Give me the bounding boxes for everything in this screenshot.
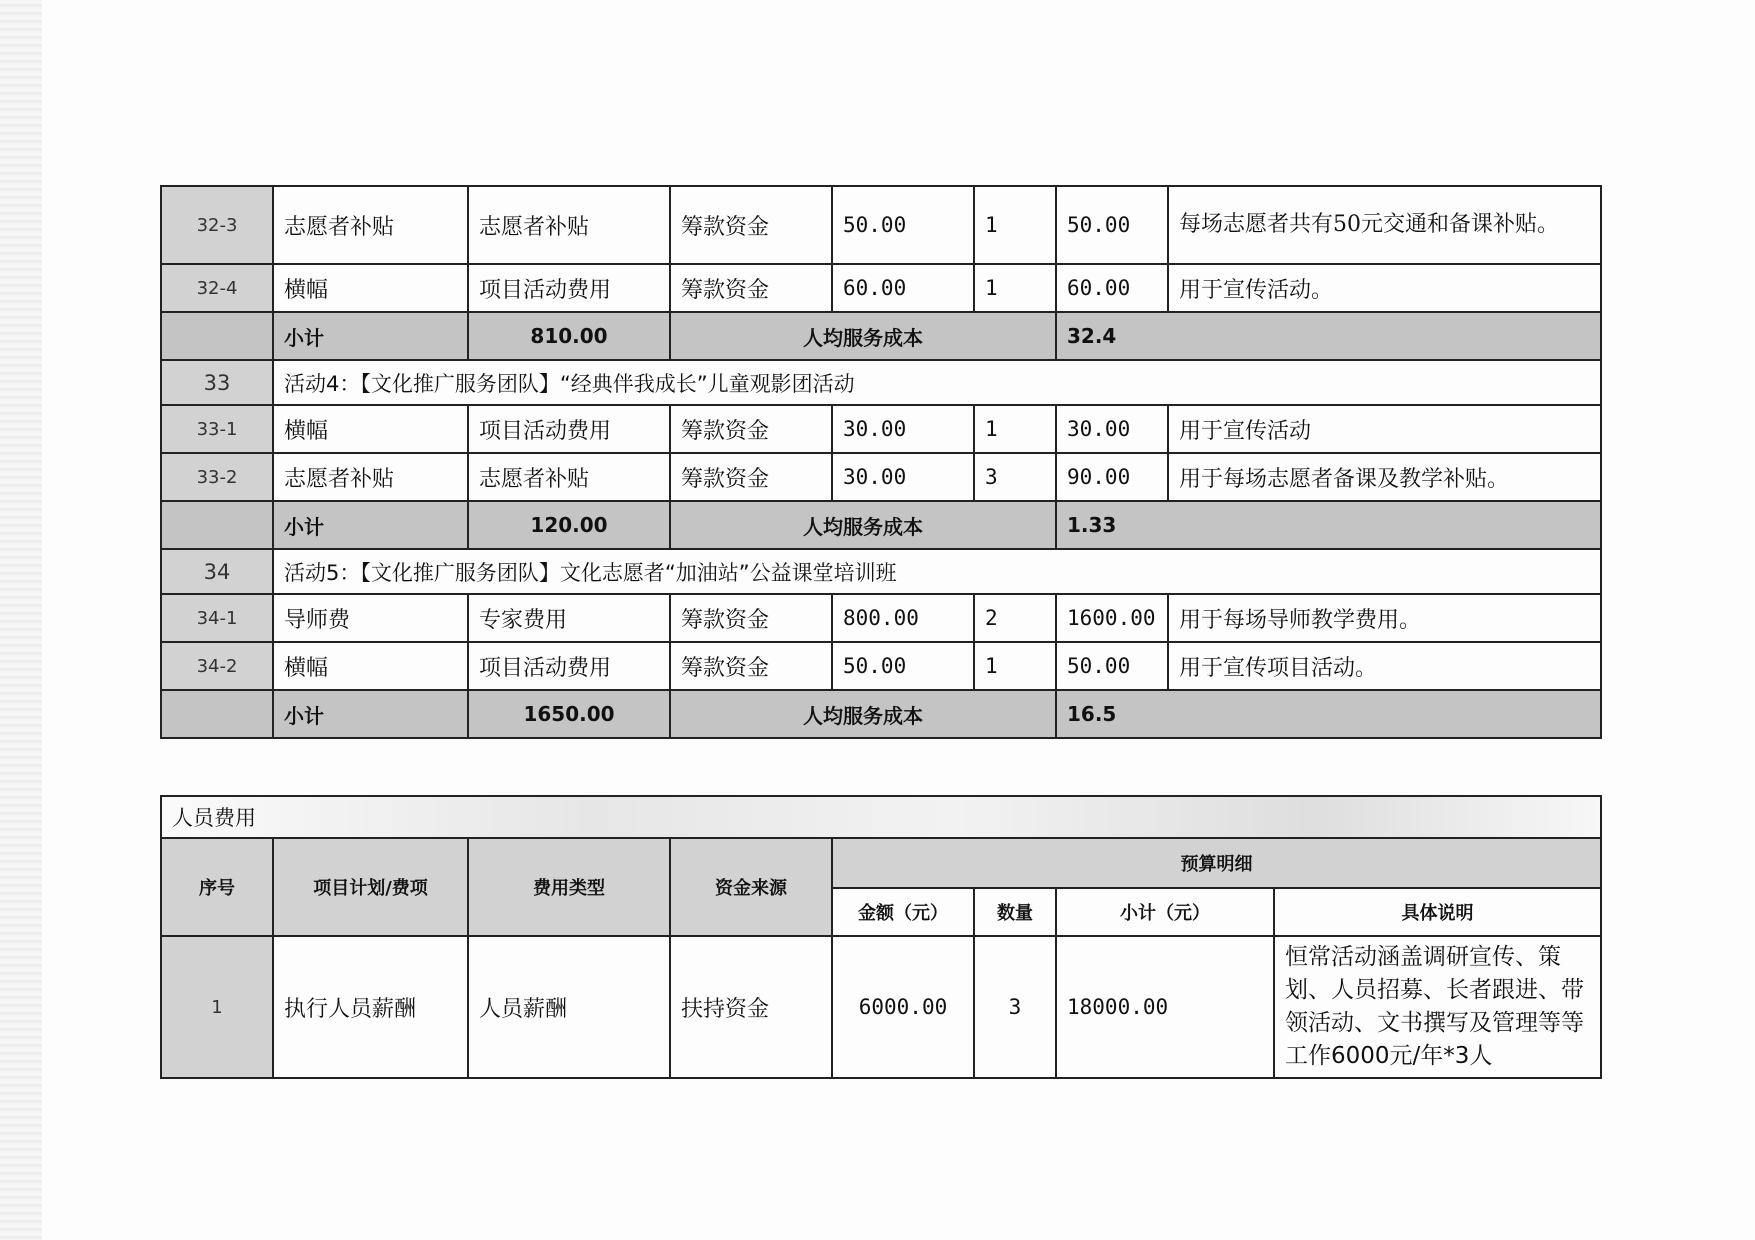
activity-header-row xyxy=(161,360,1601,405)
section-header-row xyxy=(161,796,1601,838)
row-index: 33-2 xyxy=(161,453,273,501)
row-type: 项目活动费用 xyxy=(468,264,670,312)
subtotal-row xyxy=(161,690,1601,738)
row-description: 用于宣传活动。 xyxy=(1168,264,1601,312)
table-row xyxy=(161,186,1601,264)
row-qty: 1 xyxy=(974,186,1056,264)
row-qty: 1 xyxy=(974,264,1056,312)
section-title: 人员费用 xyxy=(161,796,1601,838)
row-description: 用于每场导师教学费用。 xyxy=(1168,594,1601,642)
table-row xyxy=(161,594,1601,642)
row-source: 筹款资金 xyxy=(670,594,832,642)
row-source: 筹款资金 xyxy=(670,264,832,312)
row-description: 恒常活动涵盖调研宣传、策划、人员招募、长者跟进、带领活动、文书撰写及管理等等工作6000元/年*3人 xyxy=(1274,936,1601,1078)
row-subtotal: 90.00 xyxy=(1056,453,1168,501)
row-type: 人员薪酬 xyxy=(468,936,670,1078)
table-row xyxy=(161,405,1601,453)
header-budget: 预算明细 xyxy=(832,838,1601,888)
subtotal-blank xyxy=(161,312,273,360)
row-description: 用于宣传活动 xyxy=(1168,405,1601,453)
row-index: 1 xyxy=(161,936,273,1078)
subtotal-total: 810.00 xyxy=(468,312,670,360)
row-item: 志愿者补贴 xyxy=(273,453,468,501)
subtotal-blank xyxy=(161,501,273,549)
row-index: 34-1 xyxy=(161,594,273,642)
header-qty: 数量 xyxy=(974,888,1056,936)
row-source: 扶持资金 xyxy=(670,936,832,1078)
row-source: 筹款资金 xyxy=(670,186,832,264)
row-index: 32-3 xyxy=(161,186,273,264)
row-subtotal: 18000.00 xyxy=(1056,936,1274,1078)
row-subtotal: 30.00 xyxy=(1056,405,1168,453)
row-item: 横幅 xyxy=(273,405,468,453)
subtotal-blank xyxy=(161,690,273,738)
cost-label: 人均服务成本 xyxy=(670,312,1056,360)
row-type: 志愿者补贴 xyxy=(468,186,670,264)
activity-index: 34 xyxy=(161,549,273,594)
subtotal-row xyxy=(161,312,1601,360)
header-type: 费用类型 xyxy=(468,838,670,936)
row-type: 专家费用 xyxy=(468,594,670,642)
row-qty: 1 xyxy=(974,405,1056,453)
row-source: 筹款资金 xyxy=(670,453,832,501)
subtotal-label: 小计 xyxy=(273,501,468,549)
activity-header-row xyxy=(161,549,1601,594)
header-amount: 金额（元） xyxy=(832,888,974,936)
row-index: 34-2 xyxy=(161,642,273,690)
row-qty: 3 xyxy=(974,453,1056,501)
row-subtotal: 50.00 xyxy=(1056,186,1168,264)
row-qty: 2 xyxy=(974,594,1056,642)
row-index: 33-1 xyxy=(161,405,273,453)
row-subtotal: 60.00 xyxy=(1056,264,1168,312)
row-amount: 800.00 xyxy=(832,594,974,642)
row-type: 志愿者补贴 xyxy=(468,453,670,501)
subtotal-label: 小计 xyxy=(273,312,468,360)
row-item: 横幅 xyxy=(273,642,468,690)
row-subtotal: 1600.00 xyxy=(1056,594,1168,642)
row-amount: 60.00 xyxy=(832,264,974,312)
row-amount: 30.00 xyxy=(832,453,974,501)
activity-title: 活动5：【文化推广服务团队】文化志愿者“加油站”公益课堂培训班 xyxy=(273,549,1601,594)
table-row xyxy=(161,936,1601,1078)
table-row xyxy=(161,642,1601,690)
row-description: 用于宣传项目活动。 xyxy=(1168,642,1601,690)
row-source: 筹款资金 xyxy=(670,405,832,453)
row-item: 志愿者补贴 xyxy=(273,186,468,264)
row-type: 项目活动费用 xyxy=(468,642,670,690)
row-amount: 6000.00 xyxy=(832,936,974,1078)
header-row xyxy=(161,838,1601,888)
row-amount: 50.00 xyxy=(832,186,974,264)
row-qty: 3 xyxy=(974,936,1056,1078)
header-source: 资金来源 xyxy=(670,838,832,936)
cost-label: 人均服务成本 xyxy=(670,690,1056,738)
row-description: 用于每场志愿者备课及教学补贴。 xyxy=(1168,453,1601,501)
row-amount: 50.00 xyxy=(832,642,974,690)
scan-edge-artifact xyxy=(0,0,42,1240)
table-row xyxy=(161,264,1601,312)
subtotal-total: 120.00 xyxy=(468,501,670,549)
row-type: 项目活动费用 xyxy=(468,405,670,453)
table-row xyxy=(161,453,1601,501)
header-no: 序号 xyxy=(161,838,273,936)
header-desc: 具体说明 xyxy=(1274,888,1601,936)
subtotal-label: 小计 xyxy=(273,690,468,738)
budget-activity-table xyxy=(160,185,1602,739)
cost-value: 16.5 xyxy=(1056,690,1601,738)
row-item: 横幅 xyxy=(273,264,468,312)
header-subtotal: 小计（元） xyxy=(1056,888,1274,936)
row-qty: 1 xyxy=(974,642,1056,690)
row-amount: 30.00 xyxy=(832,405,974,453)
header-item: 项目计划/费项 xyxy=(273,838,468,936)
row-subtotal: 50.00 xyxy=(1056,642,1168,690)
subtotal-row xyxy=(161,501,1601,549)
activity-index: 33 xyxy=(161,360,273,405)
personnel-cost-table xyxy=(160,795,1602,1079)
cost-label: 人均服务成本 xyxy=(670,501,1056,549)
activity-title: 活动4：【文化推广服务团队】“经典伴我成长”儿童观影团活动 xyxy=(273,360,1601,405)
row-source: 筹款资金 xyxy=(670,642,832,690)
row-description: 每场志愿者共有50元交通和备课补贴。 xyxy=(1168,186,1601,264)
cost-value: 32.4 xyxy=(1056,312,1601,360)
row-item: 导师费 xyxy=(273,594,468,642)
row-index: 32-4 xyxy=(161,264,273,312)
cost-value: 1.33 xyxy=(1056,501,1601,549)
row-item: 执行人员薪酬 xyxy=(273,936,468,1078)
subtotal-total: 1650.00 xyxy=(468,690,670,738)
